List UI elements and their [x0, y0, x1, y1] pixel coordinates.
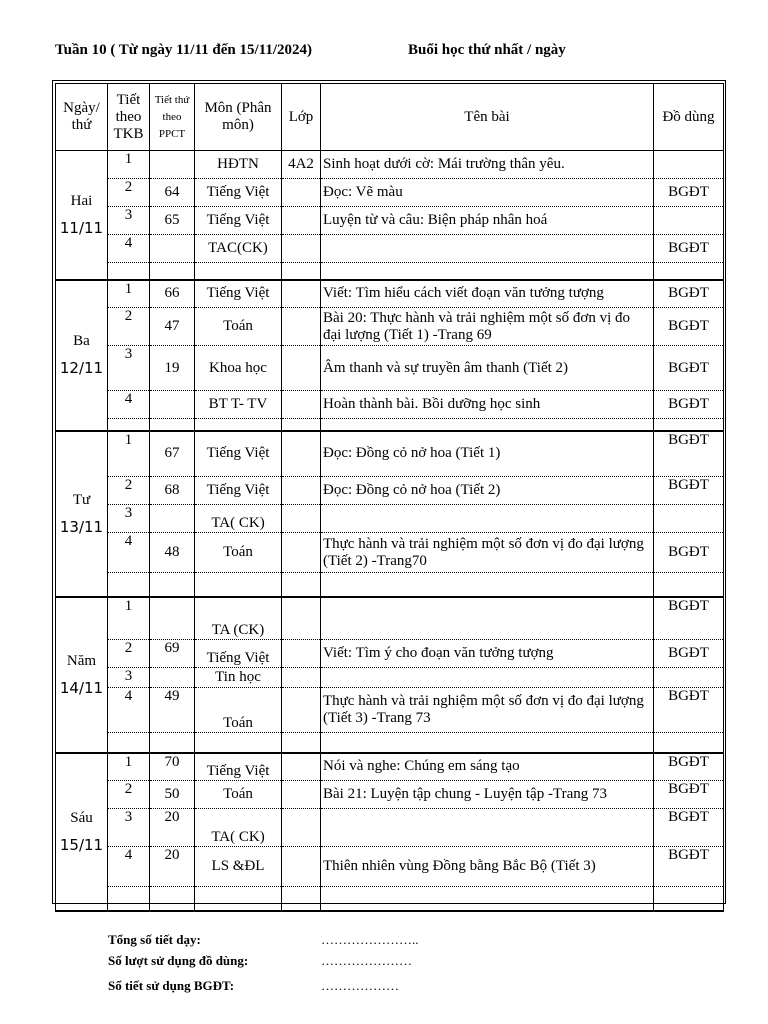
footer-total-value: ………………….. — [321, 932, 419, 947]
ppct-cell: 66 — [150, 280, 195, 308]
day-name: Năm — [66, 652, 97, 669]
week-title: Tuần 10 ( Từ ngày 11/11 đến 15/11/2024) — [55, 42, 312, 58]
table-row — [56, 733, 724, 753]
ppct-cell: 70 — [150, 753, 195, 781]
day-date: 11/11 — [59, 218, 104, 237]
table-row — [56, 263, 724, 280]
tkb-cell — [108, 263, 150, 280]
day-cell — [56, 431, 108, 597]
subject-cell: Toán — [195, 308, 282, 346]
lesson-cell: Thiên nhiên vùng Đồng bằng Bắc Bộ (Tiết 3) — [321, 847, 654, 887]
day-date: 12/11 — [59, 359, 104, 377]
class-cell: 4A2 — [282, 151, 321, 179]
table-row — [56, 640, 724, 668]
tkb-cell — [108, 573, 150, 597]
day-cell — [56, 753, 108, 911]
ppct-cell: 49 — [150, 688, 195, 733]
subject-cell: Tiếng Việt — [195, 640, 282, 668]
header-tkb: Tiết theo TKB — [108, 84, 150, 151]
day-name: Tư — [72, 491, 91, 508]
subject-cell — [195, 573, 282, 597]
ppct-cell — [150, 573, 195, 597]
subject-cell — [195, 419, 282, 431]
day-cell — [56, 151, 108, 280]
equipment-cell — [654, 668, 724, 688]
class-cell — [282, 280, 321, 308]
subject-cell: TA (CK) — [195, 597, 282, 640]
ppct-cell: 67 — [150, 431, 195, 477]
class-cell — [282, 263, 321, 280]
header-subject: Môn (Phân môn) — [195, 84, 282, 151]
table-row — [56, 809, 724, 847]
ppct-cell — [150, 263, 195, 280]
ppct-cell — [150, 419, 195, 431]
table-row — [56, 505, 724, 533]
ppct-cell — [150, 597, 195, 640]
class-cell — [282, 573, 321, 597]
lesson-cell: Viết: Tìm ý cho đoạn văn tưởng tượng — [321, 640, 654, 668]
tkb-cell: 3 — [108, 668, 150, 688]
lesson-cell: Hoàn thành bài. Bồi dưỡng học sinh — [321, 391, 654, 419]
equipment-cell: BGĐT — [654, 391, 724, 419]
day-name: Sáu — [70, 809, 93, 826]
table-header-row — [56, 84, 724, 151]
equipment-cell: BGĐT — [654, 477, 724, 505]
class-cell — [282, 179, 321, 207]
footer-equipment-value: ………………… — [321, 953, 412, 968]
day-name: Hai — [70, 192, 93, 209]
ppct-cell: 48 — [150, 533, 195, 573]
tkb-cell: 4 — [108, 391, 150, 419]
table-row — [56, 753, 724, 781]
table-row — [56, 668, 724, 688]
class-cell — [282, 688, 321, 733]
ppct-cell — [150, 887, 195, 911]
tkb-cell: 1 — [108, 280, 150, 308]
class-cell — [282, 346, 321, 391]
subject-cell: Toán — [195, 533, 282, 573]
tkb-cell: 2 — [108, 477, 150, 505]
day-cell — [56, 280, 108, 431]
lesson-cell — [321, 887, 654, 911]
class-cell — [282, 781, 321, 809]
lesson-cell — [321, 809, 654, 847]
schedule-body — [56, 151, 724, 911]
header-ppct: Tiết thứ theo PPCT — [150, 84, 195, 151]
footer-total-label: Tổng số tiết dạy: — [108, 932, 201, 947]
lesson-cell: Đọc: Đồng cỏ nở hoa (Tiết 2) — [321, 477, 654, 505]
ppct-cell — [150, 733, 195, 753]
header-equipment: Đồ dùng — [654, 84, 724, 151]
tkb-cell: 4 — [108, 235, 150, 263]
subject-cell: Tiếng Việt — [195, 207, 282, 235]
ppct-cell — [150, 505, 195, 533]
equipment-cell: BGĐT — [654, 597, 724, 640]
equipment-cell: BGĐT — [654, 809, 724, 847]
tkb-cell: 2 — [108, 179, 150, 207]
tkb-cell — [108, 419, 150, 431]
equipment-cell: BGĐT — [654, 688, 724, 733]
lesson-cell: Viết: Tìm hiểu cách viết đoạn văn tưởng tượng — [321, 280, 654, 308]
tkb-cell: 3 — [108, 505, 150, 533]
lesson-cell: Thực hành và trải nghiệm một số đơn vị đo đại lượng (Tiết 2) -Trang70 — [321, 533, 654, 573]
table-row — [56, 781, 724, 809]
subject-cell: HĐTN — [195, 151, 282, 179]
table-row — [56, 179, 724, 207]
ppct-cell — [150, 391, 195, 419]
lesson-cell — [321, 419, 654, 431]
equipment-cell: BGĐT — [654, 308, 724, 346]
subject-cell — [195, 263, 282, 280]
class-cell — [282, 733, 321, 753]
table-row — [56, 573, 724, 597]
day-cell — [56, 597, 108, 753]
header-class: Lớp — [282, 84, 321, 151]
day-date: 14/11 — [59, 678, 104, 697]
subject-cell: Tiếng Việt — [195, 431, 282, 477]
day-name: Ba — [73, 333, 90, 349]
equipment-cell: BGĐT — [654, 179, 724, 207]
tkb-cell: 4 — [108, 688, 150, 733]
table-row — [56, 280, 724, 308]
lesson-cell: Bài 21: Luyện tập chung - Luyện tập -Trang 73 — [321, 781, 654, 809]
lesson-cell: Âm thanh và sự truyền âm thanh (Tiết 2) — [321, 346, 654, 391]
ppct-cell: 65 — [150, 207, 195, 235]
class-cell — [282, 809, 321, 847]
class-cell — [282, 847, 321, 887]
tkb-cell: 3 — [108, 809, 150, 847]
equipment-cell — [654, 263, 724, 280]
tkb-cell: 3 — [108, 346, 150, 391]
tkb-cell: 2 — [108, 781, 150, 809]
footer-equipment-label: Số lượt sử dụng đồ dùng: — [108, 953, 249, 968]
subject-cell: Tiếng Việt — [195, 477, 282, 505]
equipment-cell: BGĐT — [654, 533, 724, 573]
lesson-cell: Nói và nghe: Chúng em sáng tạo — [321, 753, 654, 781]
class-cell — [282, 419, 321, 431]
lesson-cell: Luyện từ và câu: Biện pháp nhân hoá — [321, 207, 654, 235]
ppct-cell: 20 — [150, 809, 195, 847]
table-row — [56, 235, 724, 263]
table-row — [56, 346, 724, 391]
tkb-cell: 1 — [108, 431, 150, 477]
footer-total — [108, 932, 419, 948]
lesson-cell: Sinh hoạt dưới cờ: Mái trường thân yêu. — [321, 151, 654, 179]
class-cell — [282, 753, 321, 781]
subject-cell: LS &ĐL — [195, 847, 282, 887]
class-cell — [282, 533, 321, 573]
lesson-cell: Đọc: Vẽ màu — [321, 179, 654, 207]
table-row — [56, 887, 724, 911]
equipment-cell: BGĐT — [654, 640, 724, 668]
table-row — [56, 688, 724, 733]
ppct-cell: 64 — [150, 179, 195, 207]
lesson-cell — [321, 597, 654, 640]
subject-cell: Tiếng Việt — [195, 753, 282, 781]
subject-cell: Tin học — [195, 668, 282, 688]
session-title: Buổi học thứ nhất / ngày — [408, 42, 566, 58]
tkb-cell: 4 — [108, 533, 150, 573]
lesson-cell — [321, 733, 654, 753]
lesson-cell — [321, 235, 654, 263]
subject-cell: Tiếng Việt — [195, 280, 282, 308]
tkb-cell: 3 — [108, 207, 150, 235]
subject-cell: TAC(CK) — [195, 235, 282, 263]
class-cell — [282, 668, 321, 688]
subject-cell: TA( CK) — [195, 809, 282, 847]
table-row — [56, 533, 724, 573]
table-row — [56, 207, 724, 235]
tkb-cell — [108, 733, 150, 753]
equipment-cell: BGĐT — [654, 847, 724, 887]
tkb-cell: 2 — [108, 308, 150, 346]
tkb-cell: 1 — [108, 753, 150, 781]
ppct-cell: 47 — [150, 308, 195, 346]
subject-cell — [195, 733, 282, 753]
equipment-cell — [654, 887, 724, 911]
ppct-cell: 19 — [150, 346, 195, 391]
lesson-cell: Đọc: Đồng cỏ nở hoa (Tiết 1) — [321, 431, 654, 477]
tkb-cell: 2 — [108, 640, 150, 668]
subject-cell: Toán — [195, 781, 282, 809]
subject-cell: Toán — [195, 688, 282, 733]
equipment-cell — [654, 573, 724, 597]
subject-cell: Khoa học — [195, 346, 282, 391]
lesson-cell — [321, 668, 654, 688]
class-cell — [282, 235, 321, 263]
class-cell — [282, 207, 321, 235]
footer-bgdt-label: Số tiết sử dụng BGĐT: — [108, 978, 235, 993]
tkb-cell: 1 — [108, 597, 150, 640]
subject-cell — [195, 887, 282, 911]
tkb-cell: 4 — [108, 847, 150, 887]
equipment-cell: BGĐT — [654, 781, 724, 809]
class-cell — [282, 887, 321, 911]
subject-cell: BT T- TV — [195, 391, 282, 419]
table-row — [56, 308, 724, 346]
schedule-table — [55, 83, 724, 912]
table-row — [56, 151, 724, 179]
footer-bgdt-value: ……………… — [321, 978, 399, 993]
page-title — [55, 42, 566, 59]
tkb-cell: 1 — [108, 151, 150, 179]
equipment-cell — [654, 505, 724, 533]
ppct-cell: 68 — [150, 477, 195, 505]
ppct-cell — [150, 151, 195, 179]
equipment-cell: BGĐT — [654, 431, 724, 477]
equipment-cell: BGĐT — [654, 235, 724, 263]
lesson-cell: Bài 20: Thực hành và trải nghiệm một số đơn vị đo đại lượng (Tiết 1) -Trang 69 — [321, 308, 654, 346]
ppct-cell: 69 — [150, 640, 195, 668]
class-cell — [282, 431, 321, 477]
subject-cell: TA( CK) — [195, 505, 282, 533]
ppct-cell — [150, 235, 195, 263]
subject-cell: Tiếng Việt — [195, 179, 282, 207]
equipment-cell — [654, 207, 724, 235]
table-row — [56, 419, 724, 431]
table-row — [56, 431, 724, 477]
equipment-cell: BGĐT — [654, 753, 724, 781]
equipment-cell: BGĐT — [654, 280, 724, 308]
class-cell — [282, 477, 321, 505]
day-date: 13/11 — [59, 517, 104, 536]
class-cell — [282, 640, 321, 668]
day-date: 15/11 — [59, 835, 104, 854]
table-row — [56, 847, 724, 887]
ppct-cell — [150, 668, 195, 688]
lesson-cell: Thực hành và trải nghiệm một số đơn vị đo đại lượng (Tiết 3) -Trang 73 — [321, 688, 654, 733]
equipment-cell: BGĐT — [654, 346, 724, 391]
lesson-cell — [321, 505, 654, 533]
tkb-cell — [108, 887, 150, 911]
header-lesson: Tên bài — [321, 84, 654, 151]
table-row — [56, 597, 724, 640]
class-cell — [282, 308, 321, 346]
table-row — [56, 391, 724, 419]
class-cell — [282, 505, 321, 533]
equipment-cell — [654, 733, 724, 753]
equipment-cell — [654, 419, 724, 431]
header-day: Ngày/ thứ — [56, 84, 108, 151]
footer-bgdt — [108, 978, 399, 994]
table-row — [56, 477, 724, 505]
lesson-cell — [321, 263, 654, 280]
ppct-cell: 50 — [150, 781, 195, 809]
lesson-cell — [321, 573, 654, 597]
class-cell — [282, 391, 321, 419]
class-cell — [282, 597, 321, 640]
footer-equipment — [108, 953, 412, 969]
ppct-cell: 20 — [150, 847, 195, 887]
equipment-cell — [654, 151, 724, 179]
